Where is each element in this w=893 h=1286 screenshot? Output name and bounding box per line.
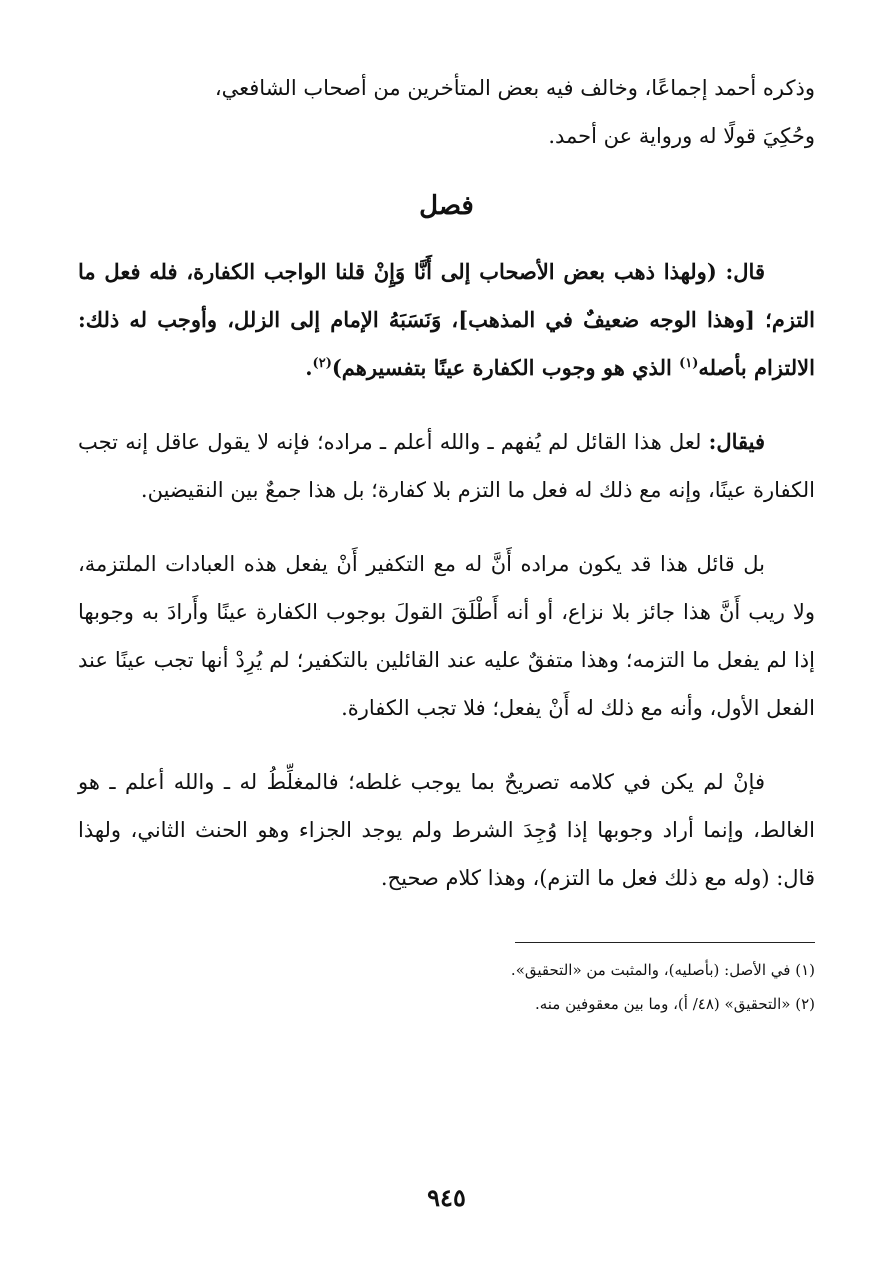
intro-paragraph [78, 64, 815, 160]
explanation-paragraph: بل قائل هذا قد يكون مراده أَنَّ له مع التكفير أَنْ يفعل هذه العبادات الملتزمة، ولا ريب أَنَّ هذا جائز بلا نزاع، أو أنه أَطْلَقَ القولَ بوجوب الكفارة عينًا وأَرادَ به وجوبها إذا لم يفعل ما التزمه؛ وهذا متفقٌ عليه عند القائلين بالتكفير؛ لم يُرِدْ أنها تجب عينًا عند الفعل الأول، وأنه مع ذلك له أَنْ يفعل؛ فلا تجب الكفارة. [78, 552, 815, 720]
response-lead: فيقال: [708, 429, 765, 454]
intro-line-2: وحُكِيَ قولًا له ورواية عن أحمد. [548, 124, 815, 148]
section-heading: فصل [419, 191, 474, 221]
intro-line-1: وذكره أحمد إجماعًا، وخالف فيه بعض المتأخرين من أصحاب الشافعي، [214, 76, 815, 100]
quote-rest: الذي هو وجوب الكفارة عينًا بتفسيرهم) [331, 355, 680, 380]
quote-end: . [305, 355, 313, 380]
response-text: لعل هذا القائل لم يُفهم ـ والله أعلم ـ مراده؛ فإنه لا يقول عاقل إنه تجب الكفارة عينًا، وإنه مع ذلك له فعل ما التزم بلا كفارة؛ بل هذا جمعٌ بين النقيضين. [78, 430, 815, 502]
footnote-divider [515, 942, 815, 943]
footnote-ref-2: (٢) [312, 356, 332, 371]
footnote-1: (١) في الأصل: (بأصليه)، والمثبت من «التحقيق». [510, 961, 815, 979]
response-paragraph [78, 418, 815, 514]
conclusion-paragraph: فإنْ لم يكن في كلامه تصريحٌ بما يوجب غلطه؛ فالمغلِّطُ له ـ والله أعلم ـ هو الغالط، وإنما أراد وجوبها إذا وُجِدَ الشرط ولم يوجد الجزاء وهو الحنث الثاني، ولهذا قال: (وله مع ذلك فعل ما التزم)، وهذا كلام صحيح. [78, 770, 815, 890]
quote-lead: قال: (ولهذا ذهب بعض الأصحاب إلى أَنَّا وَإِنْ قلنا الواجب الكفارة، فله فعل ما التزم؛ [وهذا الوجه ضعيفٌ في المذهب]، وَنَسَبَهُ الإمام إلى الزلل، وأوجب له ذلك: الالتزام بأصله [78, 259, 815, 380]
footnote-2: (٢) «التحقيق» (٤٨/ أ)، وما بين معقوفين منه. [534, 995, 815, 1013]
page-number: ٩٤٥ [427, 1183, 466, 1212]
book-page [78, 64, 815, 1286]
footnote-ref-1: (١) [679, 356, 699, 371]
quoted-statement [78, 248, 815, 392]
